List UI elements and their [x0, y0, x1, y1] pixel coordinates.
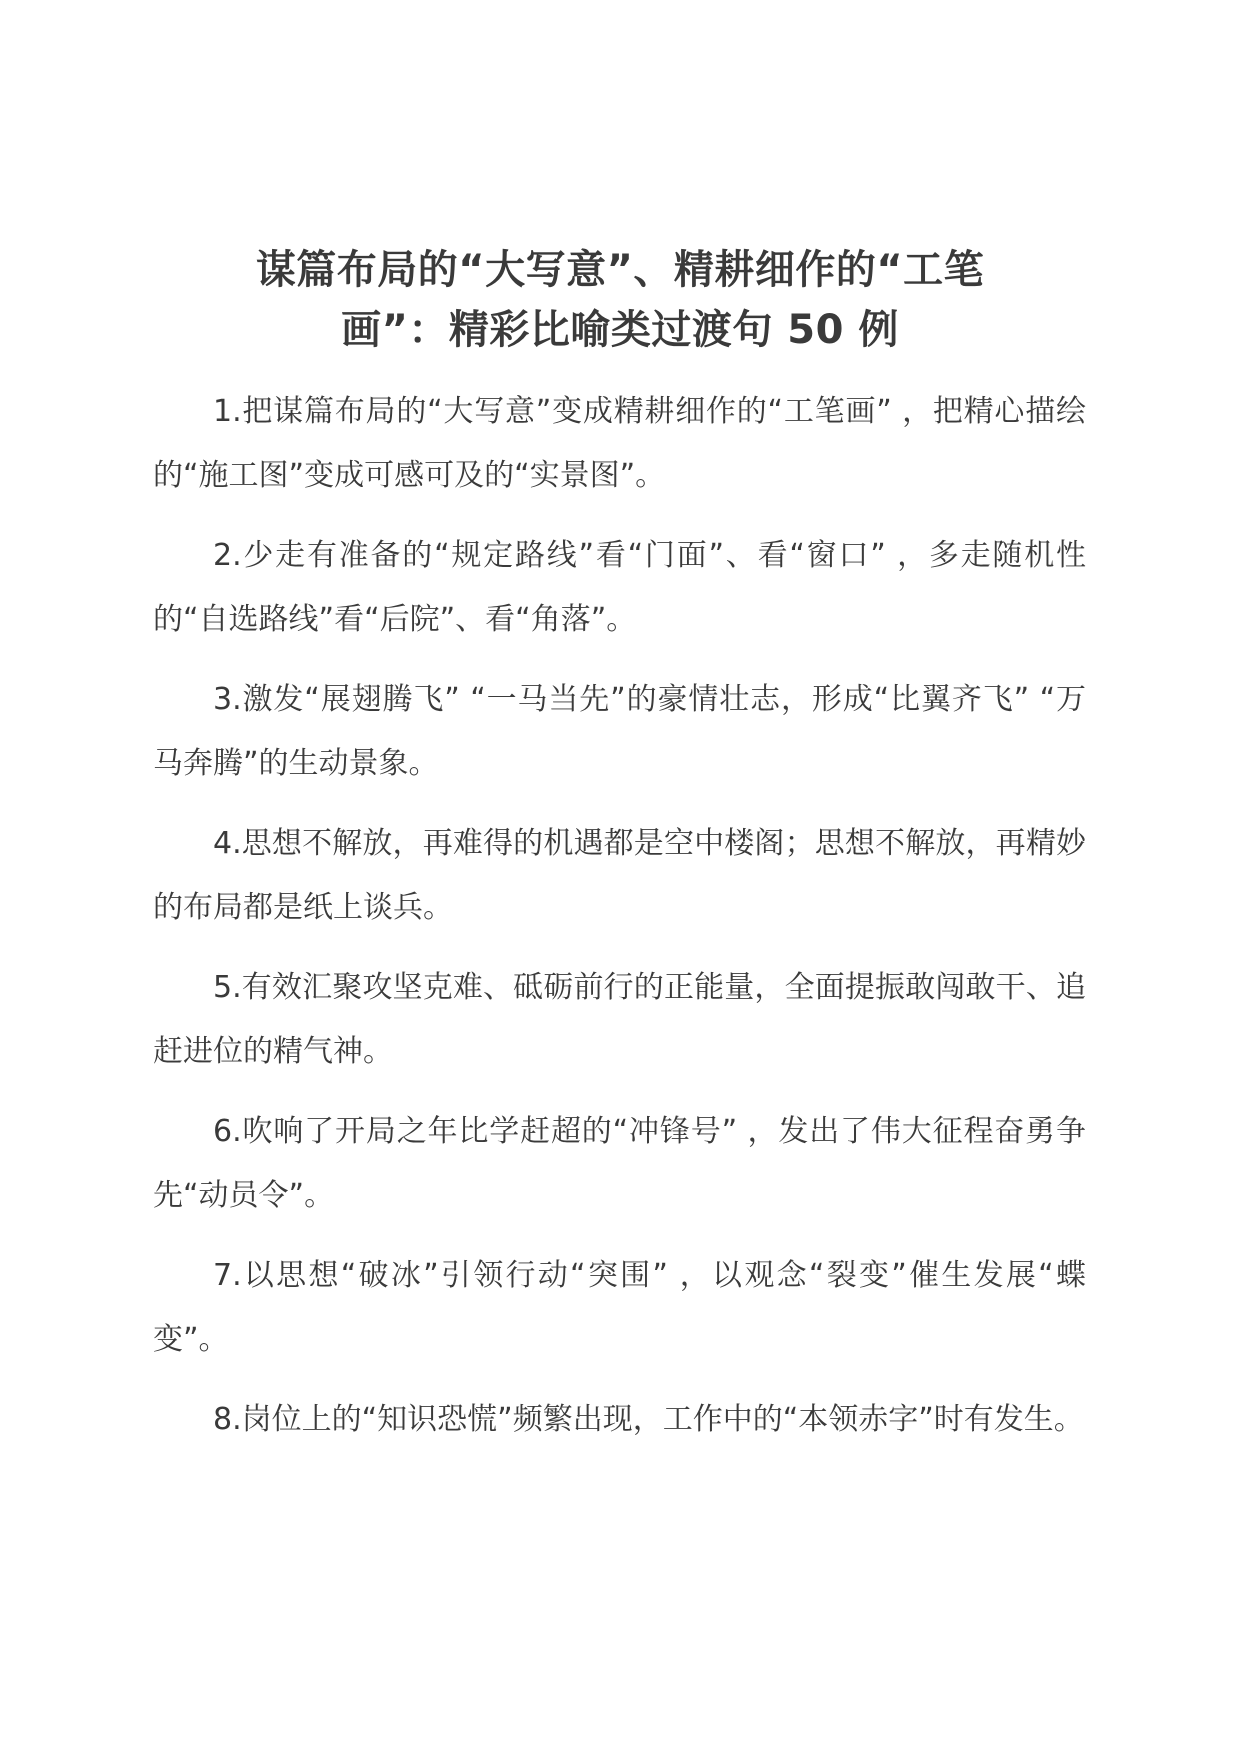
document-title: [150, 240, 1090, 360]
paragraph-6: 6.吹响了开局之年比学赶超的“冲锋号” ，发出了伟大征程奋勇争先“动员令”。: [153, 1114, 1086, 1213]
document-body: [153, 380, 1086, 1468]
paragraph-1: 1.把谋篇布局的“大写意”变成精耕细作的“工笔画” ，把精心描绘的“施工图”变成可感可及的“实景图”。: [153, 394, 1086, 493]
paragraph-3: 3.激发“展翅腾飞” “一马当先”的豪情壮志，形成“比翼齐飞” “万马奔腾”的生动景象。: [153, 682, 1086, 781]
paragraph-5: 5.有效汇聚攻坚克难、砥砺前行的正能量，全面提振敢闯敢干、追赶进位的精气神。: [153, 970, 1086, 1069]
paragraph-4: 4.思想不解放，再难得的机遇都是空中楼阁；思想不解放，再精妙的布局都是纸上谈兵。: [153, 826, 1086, 925]
paragraph-2: 2.少走有准备的“规定路线”看“门面”、看“窗口” ，多走随机性的“自选路线”看“后院”、看“角落”。: [153, 538, 1086, 637]
paragraph-7: 7.以思想“破冰”引领行动“突围” ，以观念“裂变”催生发展“蝶变”。: [153, 1258, 1086, 1357]
title-line-2: 画”：精彩比喻类过渡句 50 例: [341, 307, 899, 353]
title-line-1: 谋篇布局的“大写意”、精耕细作的“工笔: [255, 247, 985, 293]
paragraph-8: 8.岗位上的“知识恐慌”频繁出现，工作中的“本领赤字”时有发生。: [213, 1402, 1084, 1437]
